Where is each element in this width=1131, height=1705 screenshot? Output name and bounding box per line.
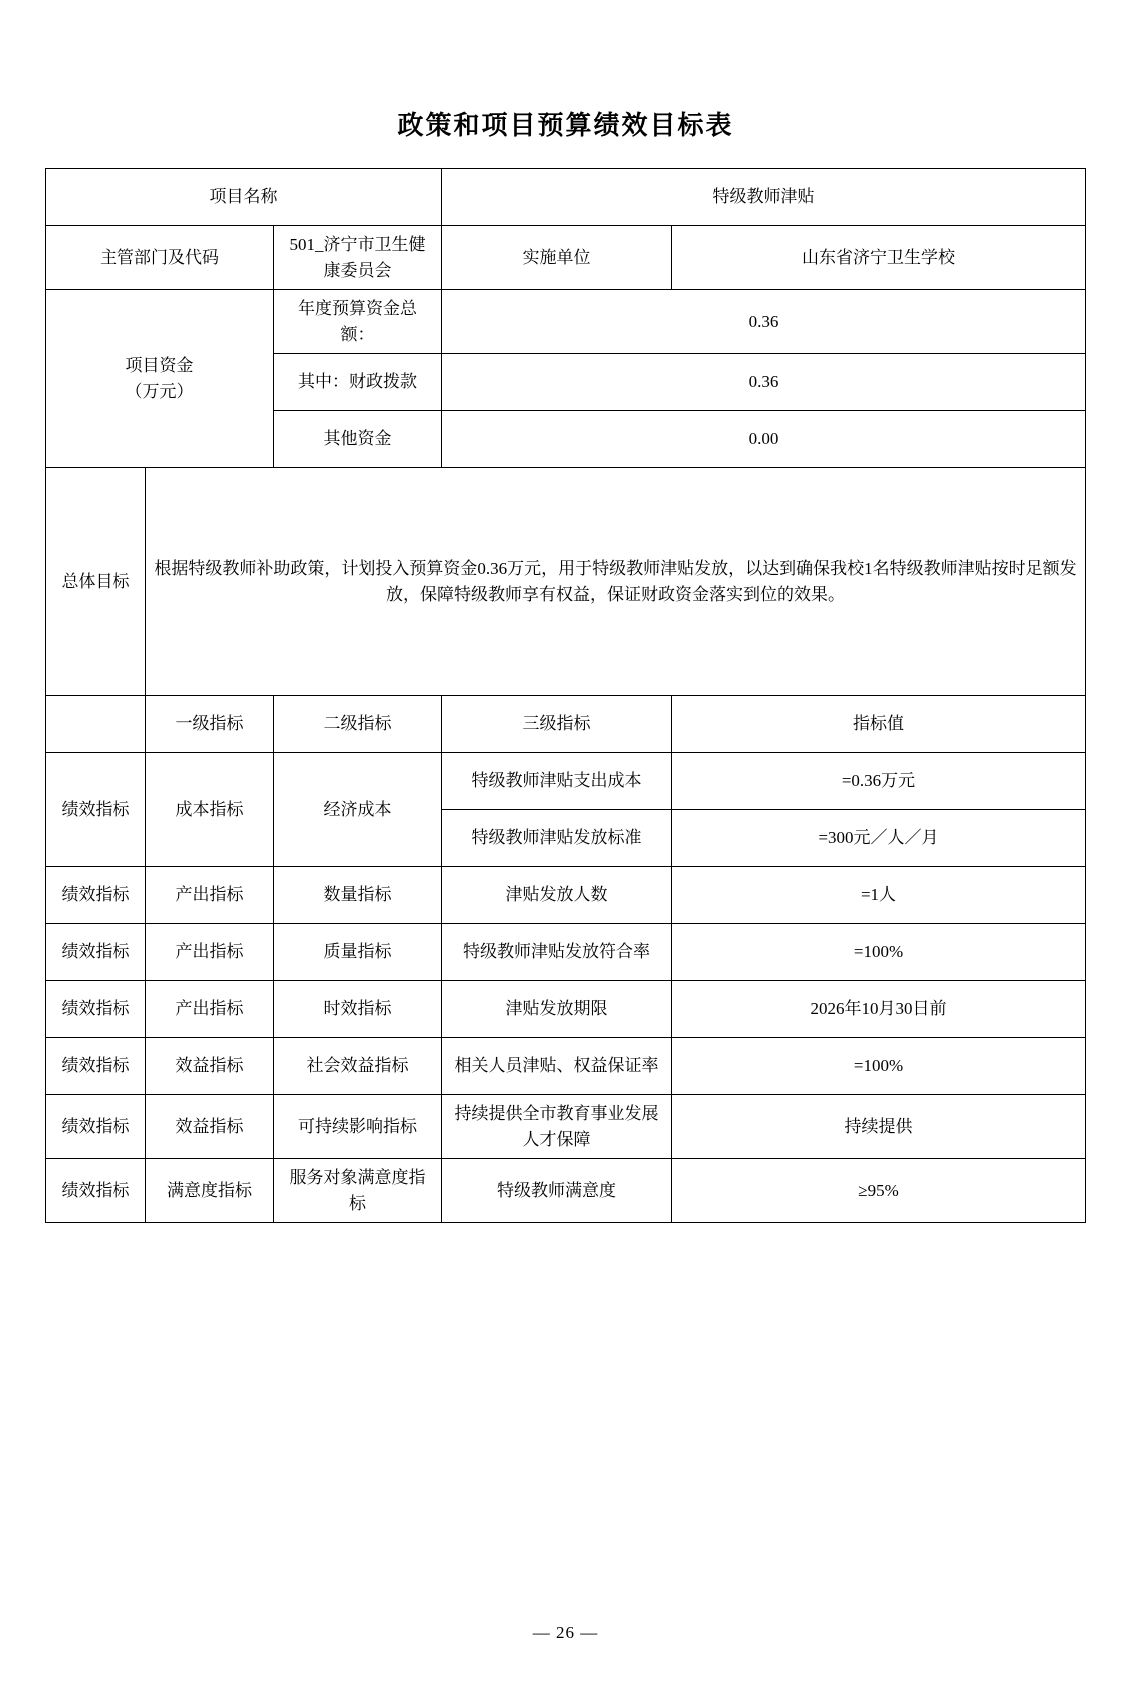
table-row: [45, 468, 1085, 696]
funds-row-name: 其中：财政拨款: [273, 354, 441, 411]
table-row: [45, 924, 1085, 981]
performance-target-table: [45, 168, 1086, 1223]
indicator-category: 绩效指标: [45, 753, 145, 867]
indicator-header-blank: [45, 696, 145, 753]
page-number: — 26 —: [532, 1623, 599, 1642]
indicator-level2: 数量指标: [273, 867, 441, 924]
table-row: [45, 1038, 1085, 1095]
indicator-category: 绩效指标: [45, 1095, 145, 1159]
indicator-level1: 效益指标: [145, 1095, 273, 1159]
indicator-value: =100%: [672, 1038, 1086, 1095]
table-row: [45, 169, 1085, 226]
indicator-value: =300元／人／月: [672, 810, 1086, 867]
indicator-level2: 服务对象满意度指标: [273, 1159, 441, 1223]
indicator-level2: 时效指标: [273, 981, 441, 1038]
indicator-category: 绩效指标: [45, 867, 145, 924]
indicator-category: 绩效指标: [45, 1038, 145, 1095]
overall-goal-text: 根据特级教师补助政策，计划投入预算资金0.36万元，用于特级教师津贴发放，以达到确保我校1名特级教师津贴按时足额发放，保障特级教师享有权益，保证财政资金落实到位的效果。: [145, 468, 1085, 696]
indicator-header-level1: 一级指标: [145, 696, 273, 753]
indicator-level3: 津贴发放期限: [442, 981, 672, 1038]
dept-label: 主管部门及代码: [45, 226, 273, 290]
dept-value: 501_济宁市卫生健康委员会: [273, 226, 441, 290]
project-name-value: 特级教师津贴: [442, 169, 1086, 226]
funds-label-line1: 项目资金: [125, 356, 194, 375]
funds-row-name: 其他资金: [273, 411, 441, 468]
table-row: [45, 753, 1085, 810]
indicator-level2: 经济成本: [273, 753, 441, 867]
funds-row-value: 0.36: [442, 290, 1086, 354]
indicator-category: 绩效指标: [45, 924, 145, 981]
funds-row-value: 0.36: [442, 354, 1086, 411]
project-name-label: 项目名称: [45, 169, 441, 226]
indicator-value: =0.36万元: [672, 753, 1086, 810]
funds-label: [45, 290, 273, 468]
indicator-value: ≥95%: [672, 1159, 1086, 1223]
funds-row-value: 0.00: [442, 411, 1086, 468]
indicator-category: 绩效指标: [45, 1159, 145, 1223]
indicator-level1: 成本指标: [145, 753, 273, 867]
document-page: [0, 105, 1131, 1705]
indicator-level1: 产出指标: [145, 867, 273, 924]
table-row: [45, 867, 1085, 924]
indicator-level3: 特级教师满意度: [442, 1159, 672, 1223]
table-row: [45, 981, 1085, 1038]
indicator-level3: 持续提供全市教育事业发展人才保障: [442, 1095, 672, 1159]
table-row: [45, 226, 1085, 290]
indicator-level2: 可持续影响指标: [273, 1095, 441, 1159]
indicator-header-level3: 三级指标: [442, 696, 672, 753]
indicator-level2: 社会效益指标: [273, 1038, 441, 1095]
table-row: [45, 696, 1085, 753]
indicator-level2: 质量指标: [273, 924, 441, 981]
indicator-level3: 特级教师津贴发放符合率: [442, 924, 672, 981]
table-row: [45, 290, 1085, 354]
table-row: [45, 1159, 1085, 1223]
unit-label: 实施单位: [442, 226, 672, 290]
indicator-header-value: 指标值: [672, 696, 1086, 753]
table-row: [45, 1095, 1085, 1159]
indicator-value: 2026年10月30日前: [672, 981, 1086, 1038]
funds-label-line2: （万元）: [125, 381, 194, 401]
indicator-header-level2: 二级指标: [273, 696, 441, 753]
overall-goal-label: 总体目标: [45, 468, 145, 696]
indicator-level3: 特级教师津贴支出成本: [442, 753, 672, 810]
indicator-category: 绩效指标: [45, 981, 145, 1038]
page-title: 政策和项目预算绩效目标表: [397, 110, 734, 140]
funds-row-name: 年度预算资金总额：: [273, 290, 441, 354]
indicator-level3: 相关人员津贴、权益保证率: [442, 1038, 672, 1095]
unit-value: 山东省济宁卫生学校: [672, 226, 1086, 290]
indicator-level1: 产出指标: [145, 981, 273, 1038]
indicator-level1: 效益指标: [145, 1038, 273, 1095]
indicator-level1: 满意度指标: [145, 1159, 273, 1223]
indicator-level1: 产出指标: [145, 924, 273, 981]
indicator-level3: 津贴发放人数: [442, 867, 672, 924]
indicator-level3: 特级教师津贴发放标准: [442, 810, 672, 867]
indicator-value: =100%: [672, 924, 1086, 981]
indicator-value: 持续提供: [672, 1095, 1086, 1159]
indicator-value: =1人: [672, 867, 1086, 924]
